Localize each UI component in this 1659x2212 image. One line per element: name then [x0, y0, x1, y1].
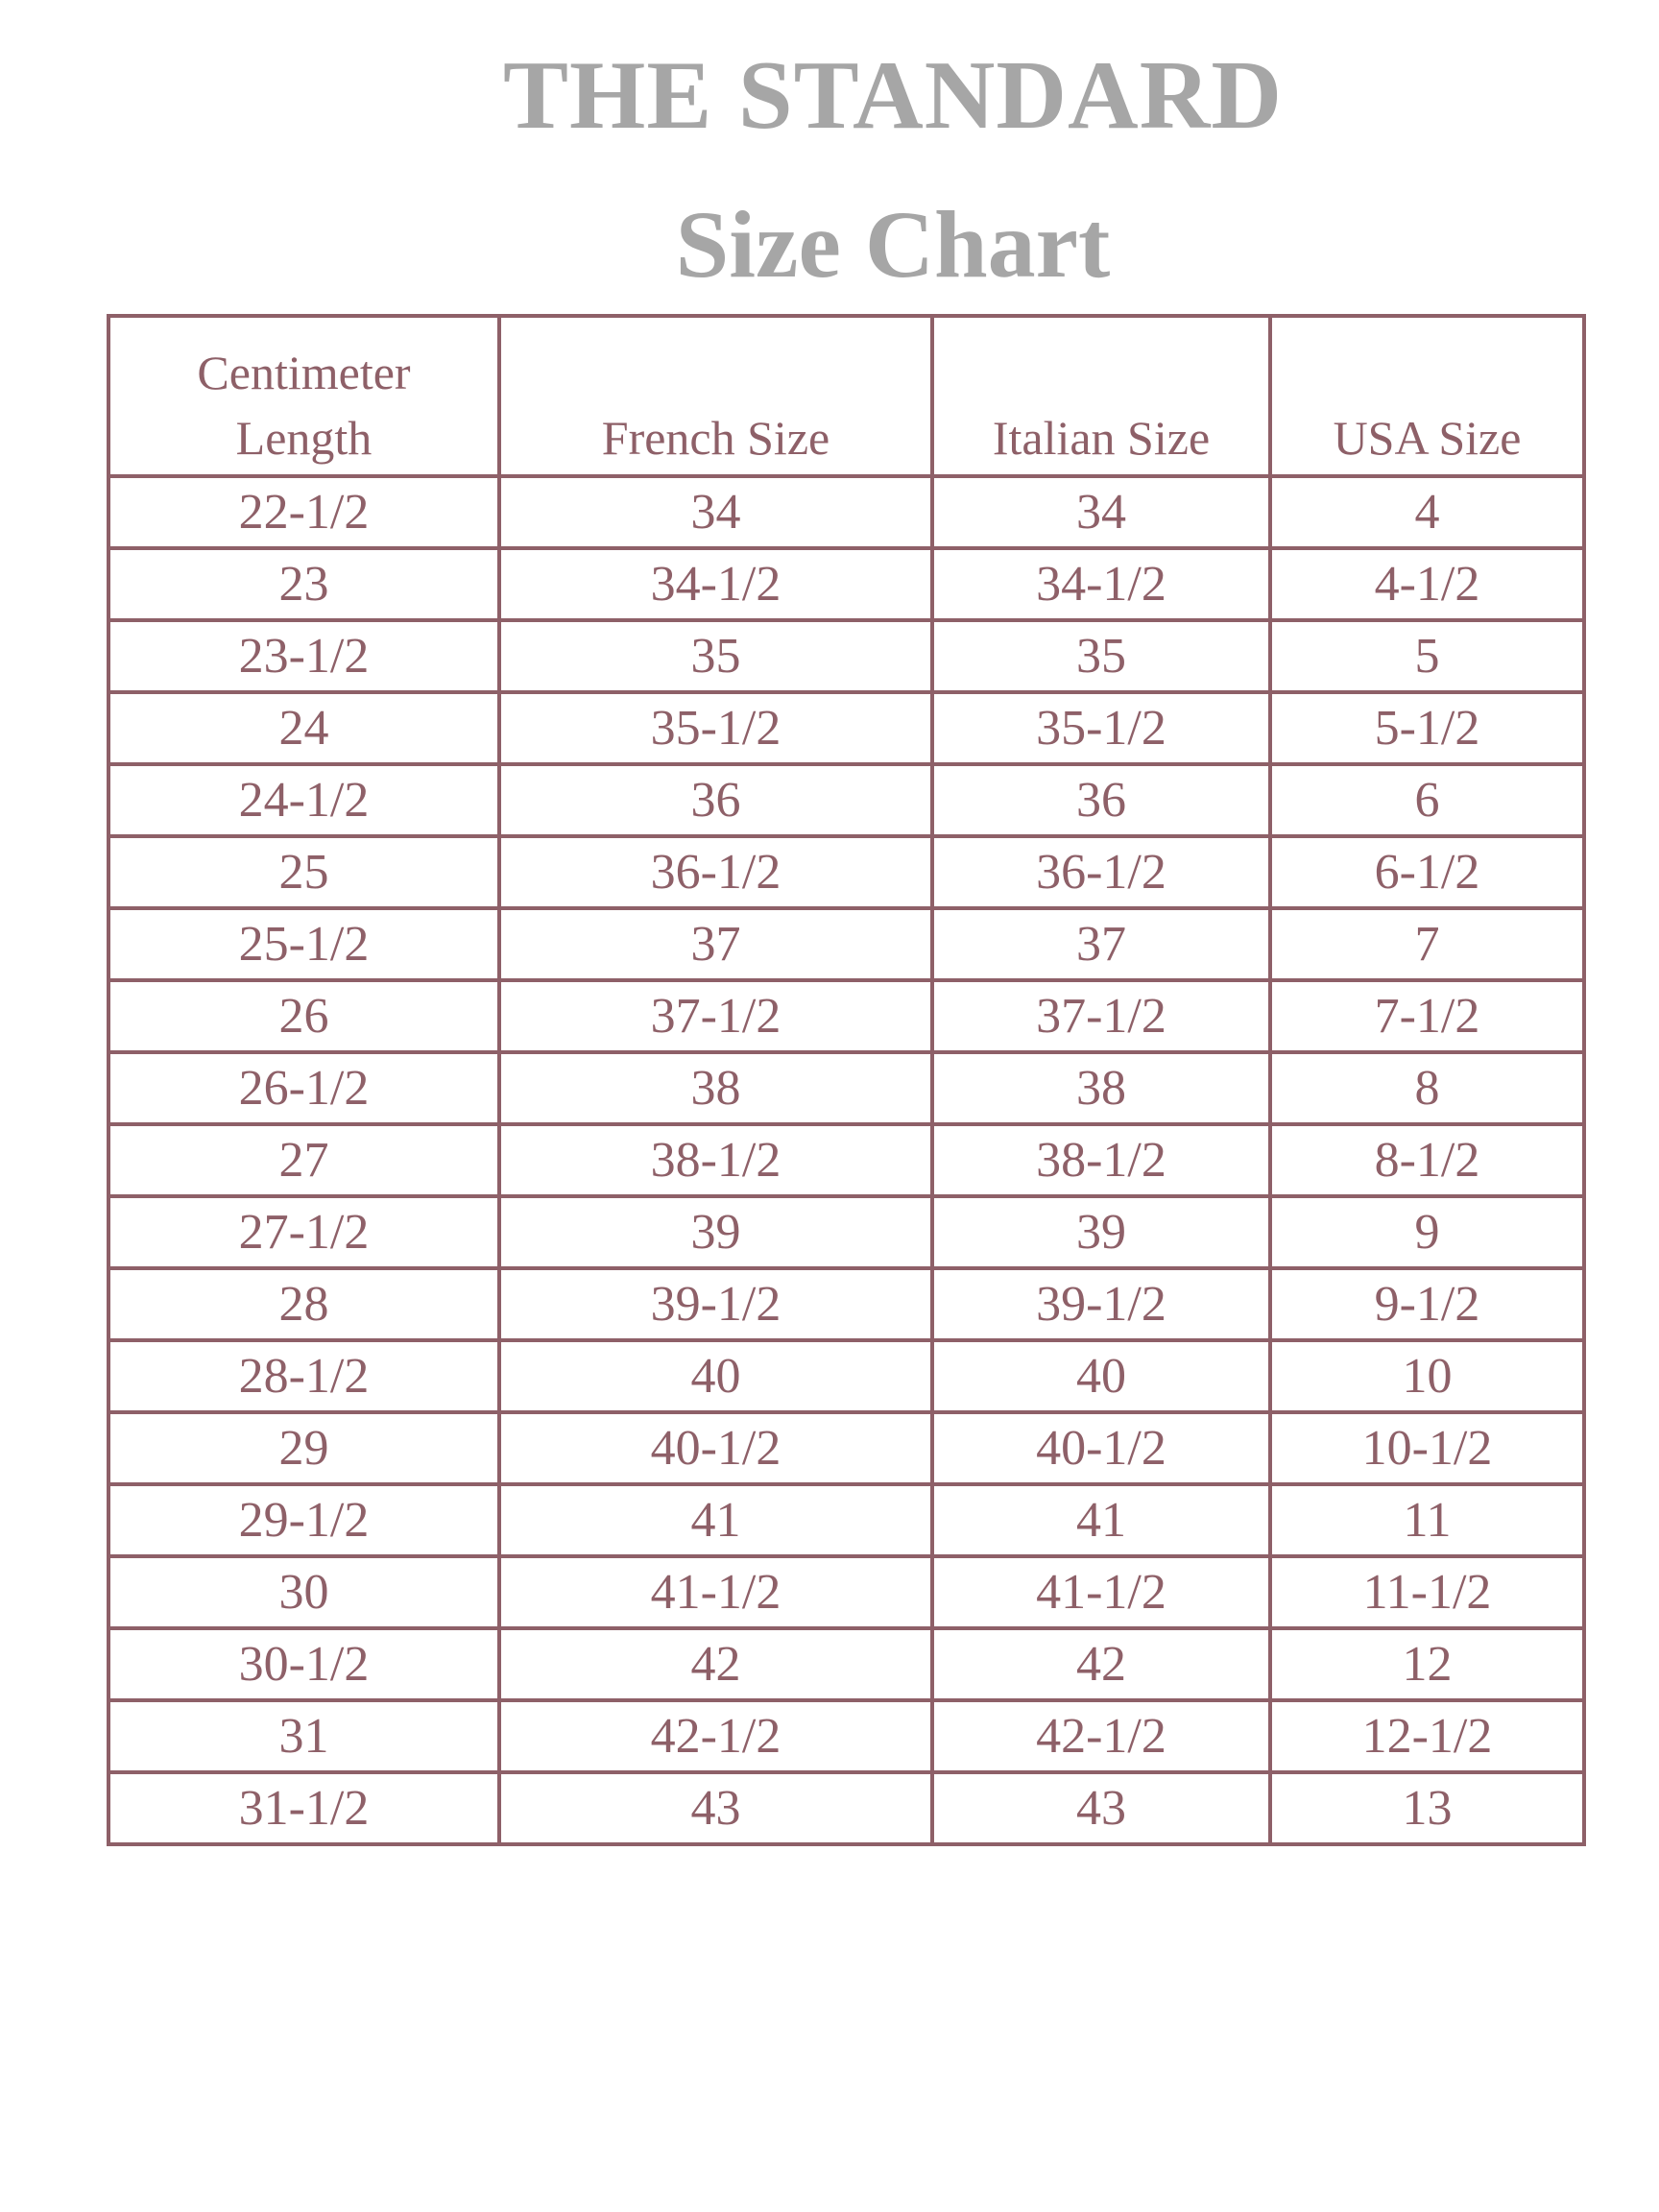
- cell-french-size: 41: [499, 1484, 932, 1556]
- cell-centimeter-length: 23-1/2: [108, 620, 499, 692]
- cell-usa-size: 6: [1270, 764, 1584, 836]
- table-row: [108, 1484, 1584, 1556]
- column-header-line-2: Length: [235, 411, 373, 465]
- cell-centimeter-length: 26: [108, 980, 499, 1052]
- cell-centimeter-length: 25-1/2: [108, 908, 499, 980]
- cell-centimeter-length: 29-1/2: [108, 1484, 499, 1556]
- cell-french-size: 34-1/2: [499, 548, 932, 620]
- cell-french-size: 36-1/2: [499, 836, 932, 908]
- table-row: [108, 548, 1584, 620]
- table-row: [108, 1124, 1584, 1196]
- cell-centimeter-length: 31: [108, 1700, 499, 1772]
- table-row: [108, 1340, 1584, 1412]
- table-row: [108, 908, 1584, 980]
- cell-usa-size: 7: [1270, 908, 1584, 980]
- cell-usa-size: 12-1/2: [1270, 1700, 1584, 1772]
- cell-usa-size: 12: [1270, 1628, 1584, 1700]
- cell-italian-size: 40-1/2: [932, 1412, 1270, 1484]
- cell-french-size: 36: [499, 764, 932, 836]
- column-header-usa-size: USA Size: [1270, 316, 1584, 476]
- cell-italian-size: 34-1/2: [932, 548, 1270, 620]
- table-row: [108, 1268, 1584, 1340]
- cell-usa-size: 5-1/2: [1270, 692, 1584, 764]
- size-chart-table: [107, 314, 1586, 1846]
- cell-centimeter-length: 25: [108, 836, 499, 908]
- column-header-french-size: French Size: [499, 316, 932, 476]
- cell-french-size: 39-1/2: [499, 1268, 932, 1340]
- cell-usa-size: 13: [1270, 1772, 1584, 1844]
- cell-italian-size: 40: [932, 1340, 1270, 1412]
- cell-usa-size: 8: [1270, 1052, 1584, 1124]
- cell-usa-size: 5: [1270, 620, 1584, 692]
- cell-italian-size: 43: [932, 1772, 1270, 1844]
- cell-french-size: 40-1/2: [499, 1412, 932, 1484]
- cell-usa-size: 7-1/2: [1270, 980, 1584, 1052]
- cell-french-size: 43: [499, 1772, 932, 1844]
- cell-french-size: 35-1/2: [499, 692, 932, 764]
- cell-italian-size: 39-1/2: [932, 1268, 1270, 1340]
- cell-italian-size: 36: [932, 764, 1270, 836]
- table-row: [108, 476, 1584, 548]
- cell-italian-size: 37-1/2: [932, 980, 1270, 1052]
- table-row: [108, 1628, 1584, 1700]
- table-row: [108, 1556, 1584, 1628]
- page-subtitle: Size Chart: [675, 191, 1111, 298]
- cell-centimeter-length: 31-1/2: [108, 1772, 499, 1844]
- cell-centimeter-length: 27-1/2: [108, 1196, 499, 1268]
- cell-italian-size: 39: [932, 1196, 1270, 1268]
- cell-french-size: 42-1/2: [499, 1700, 932, 1772]
- cell-usa-size: 4: [1270, 476, 1584, 548]
- cell-centimeter-length: 24: [108, 692, 499, 764]
- cell-italian-size: 41-1/2: [932, 1556, 1270, 1628]
- cell-centimeter-length: 27: [108, 1124, 499, 1196]
- cell-usa-size: 10-1/2: [1270, 1412, 1584, 1484]
- cell-french-size: 34: [499, 476, 932, 548]
- cell-usa-size: 8-1/2: [1270, 1124, 1584, 1196]
- cell-italian-size: 42: [932, 1628, 1270, 1700]
- cell-usa-size: 4-1/2: [1270, 548, 1584, 620]
- cell-centimeter-length: 23: [108, 548, 499, 620]
- cell-italian-size: 35: [932, 620, 1270, 692]
- table-row: [108, 1052, 1584, 1124]
- table-row: [108, 620, 1584, 692]
- cell-usa-size: 11: [1270, 1484, 1584, 1556]
- page-title: THE STANDARD: [502, 41, 1284, 150]
- table-row: [108, 1196, 1584, 1268]
- cell-french-size: 41-1/2: [499, 1556, 932, 1628]
- cell-usa-size: 9-1/2: [1270, 1268, 1584, 1340]
- table-row: [108, 1412, 1584, 1484]
- table-row: [108, 1700, 1584, 1772]
- cell-italian-size: 38-1/2: [932, 1124, 1270, 1196]
- cell-centimeter-length: 22-1/2: [108, 476, 499, 548]
- cell-centimeter-length: 26-1/2: [108, 1052, 499, 1124]
- table-header-row: [108, 316, 1584, 476]
- cell-centimeter-length: 28-1/2: [108, 1340, 499, 1412]
- cell-usa-size: 9: [1270, 1196, 1584, 1268]
- table-row: [108, 836, 1584, 908]
- column-header-centimeter-length: [108, 316, 499, 476]
- cell-usa-size: 10: [1270, 1340, 1584, 1412]
- cell-french-size: 38-1/2: [499, 1124, 932, 1196]
- table-row: [108, 980, 1584, 1052]
- cell-french-size: 39: [499, 1196, 932, 1268]
- cell-italian-size: 37: [932, 908, 1270, 980]
- table-row: [108, 764, 1584, 836]
- table-body: [108, 476, 1584, 1844]
- column-header-line-1: Centimeter: [197, 346, 411, 399]
- cell-italian-size: 42-1/2: [932, 1700, 1270, 1772]
- cell-usa-size: 6-1/2: [1270, 836, 1584, 908]
- cell-french-size: 35: [499, 620, 932, 692]
- cell-usa-size: 11-1/2: [1270, 1556, 1584, 1628]
- cell-centimeter-length: 30: [108, 1556, 499, 1628]
- cell-italian-size: 36-1/2: [932, 836, 1270, 908]
- cell-italian-size: 35-1/2: [932, 692, 1270, 764]
- cell-french-size: 38: [499, 1052, 932, 1124]
- cell-french-size: 37-1/2: [499, 980, 932, 1052]
- table-row: [108, 1772, 1584, 1844]
- column-header-italian-size: Italian Size: [932, 316, 1270, 476]
- cell-centimeter-length: 28: [108, 1268, 499, 1340]
- cell-centimeter-length: 24-1/2: [108, 764, 499, 836]
- table-row: [108, 692, 1584, 764]
- cell-centimeter-length: 29: [108, 1412, 499, 1484]
- cell-italian-size: 38: [932, 1052, 1270, 1124]
- cell-french-size: 37: [499, 908, 932, 980]
- cell-italian-size: 34: [932, 476, 1270, 548]
- cell-french-size: 40: [499, 1340, 932, 1412]
- cell-centimeter-length: 30-1/2: [108, 1628, 499, 1700]
- cell-french-size: 42: [499, 1628, 932, 1700]
- cell-italian-size: 41: [932, 1484, 1270, 1556]
